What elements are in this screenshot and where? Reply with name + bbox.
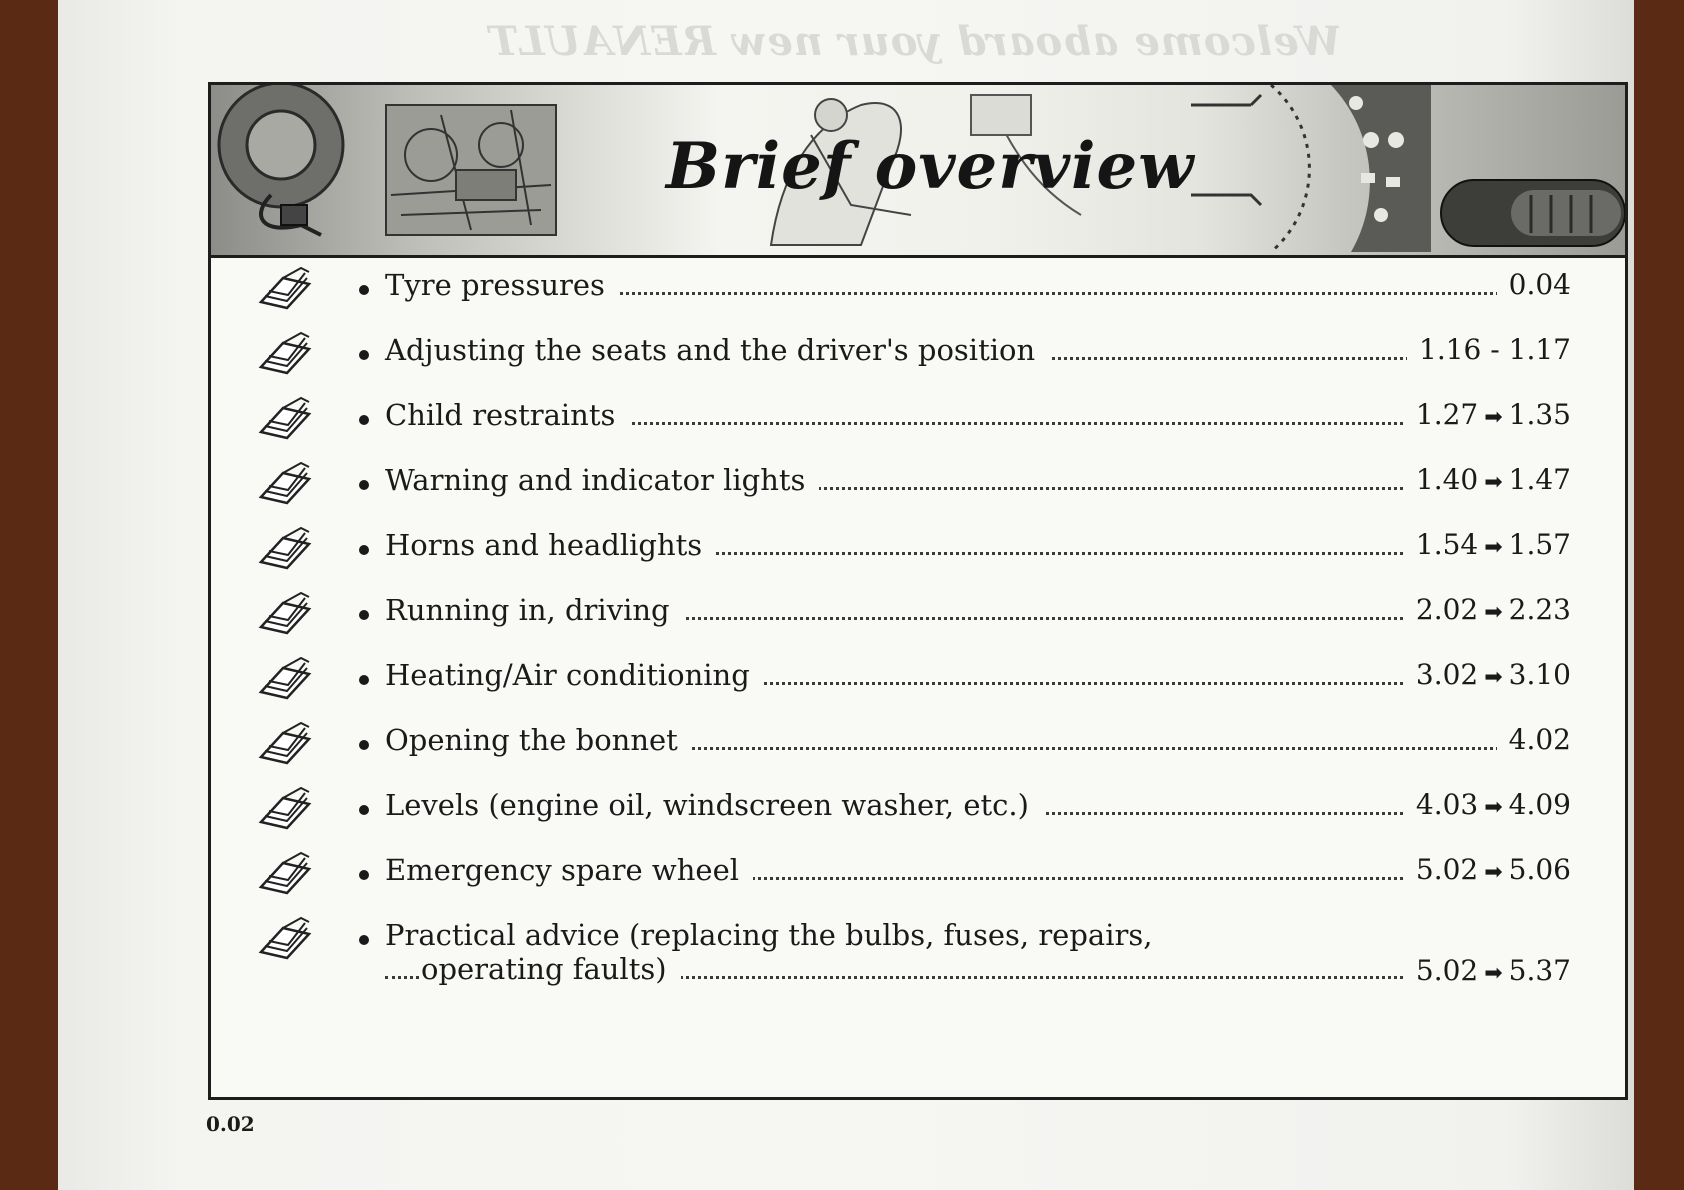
page-reference: 1.54 ➡ 1.57 — [1404, 528, 1571, 561]
item-label: Running in, driving — [385, 593, 684, 627]
list-item — [211, 855, 1625, 915]
open-book-icon — [257, 719, 313, 767]
list-item — [211, 465, 1625, 525]
arrow-right-icon: ➡ — [1484, 535, 1503, 560]
item-label: Heating/Air conditioning — [385, 658, 764, 692]
bullet — [359, 805, 369, 815]
open-book-icon — [257, 849, 313, 897]
open-book-icon — [257, 654, 313, 702]
open-book-icon — [257, 264, 313, 312]
open-book-icon — [257, 914, 313, 962]
open-book-icon — [257, 459, 313, 507]
list-item — [211, 270, 1625, 330]
bullet — [359, 350, 369, 360]
open-book-icon — [257, 589, 313, 637]
item-label: Child restraints — [385, 398, 629, 432]
bullet — [359, 870, 369, 880]
item-label: Practical advice (replacing the bulbs, fuses, repairs, — [385, 918, 1166, 952]
item-label: Levels (engine oil, windscreen washer, etc.) — [385, 788, 1043, 822]
arrow-right-icon: ➡ — [1484, 600, 1503, 625]
open-book-icon — [257, 329, 313, 377]
manual-page — [58, 0, 1634, 1190]
page-reference: 1.16 - 1.17 — [1407, 333, 1571, 366]
bullet — [359, 480, 369, 490]
bullet — [359, 415, 369, 425]
arrow-right-icon: ➡ — [1484, 860, 1503, 885]
bullet — [359, 610, 369, 620]
list-item — [211, 335, 1625, 395]
header-banner — [211, 85, 1625, 258]
bullet — [359, 545, 369, 555]
list-item — [211, 400, 1625, 460]
list-item — [211, 530, 1625, 590]
arrow-right-icon: ➡ — [1484, 961, 1503, 986]
page-reference: 1.40 ➡ 1.47 — [1404, 463, 1571, 496]
page-reference: 4.02 — [1497, 723, 1571, 756]
arrow-right-icon: ➡ — [1484, 665, 1503, 690]
list-item — [211, 790, 1625, 850]
item-label-continued: operating faults) — [421, 952, 681, 986]
page-reference: 1.27 ➡ 1.35 — [1404, 398, 1571, 431]
item-label: Warning and indicator lights — [385, 463, 819, 497]
list-item — [211, 660, 1625, 720]
page-title: Brief overview — [666, 129, 1195, 204]
list-item — [211, 725, 1625, 785]
bullet — [359, 935, 369, 945]
item-label: Opening the bonnet — [385, 723, 692, 757]
page-reference: 4.03 ➡ 4.09 — [1404, 788, 1571, 821]
open-book-icon — [257, 784, 313, 832]
item-label: Adjusting the seats and the driver's position — [385, 333, 1049, 367]
item-label: Horns and headlights — [385, 528, 716, 562]
overview-frame — [208, 82, 1628, 1100]
page-reference: 0.04 — [1497, 268, 1571, 301]
item-label: Tyre pressures — [385, 268, 619, 302]
arrow-right-icon: ➡ — [1484, 795, 1503, 820]
bullet — [359, 675, 369, 685]
page-reference: 5.02 ➡ 5.06 — [1404, 853, 1571, 886]
page-number: 0.02 — [206, 1112, 255, 1136]
page-reference: 3.02 ➡ 3.10 — [1404, 658, 1571, 691]
bullet — [359, 740, 369, 750]
arrow-right-icon: ➡ — [1484, 405, 1503, 430]
arrow-right-icon: ➡ — [1484, 470, 1503, 495]
open-book-icon — [257, 394, 313, 442]
list-item — [211, 595, 1625, 655]
page-reference: 5.02 ➡ 5.37 — [1404, 954, 1571, 987]
item-label: Emergency spare wheel — [385, 853, 753, 887]
list-item — [211, 920, 1625, 1010]
bleed-through-text: Welcome aboard your new RENAULT — [488, 18, 1342, 65]
bullet — [359, 285, 369, 295]
open-book-icon — [257, 524, 313, 572]
page-reference: 2.02 ➡ 2.23 — [1404, 593, 1571, 626]
